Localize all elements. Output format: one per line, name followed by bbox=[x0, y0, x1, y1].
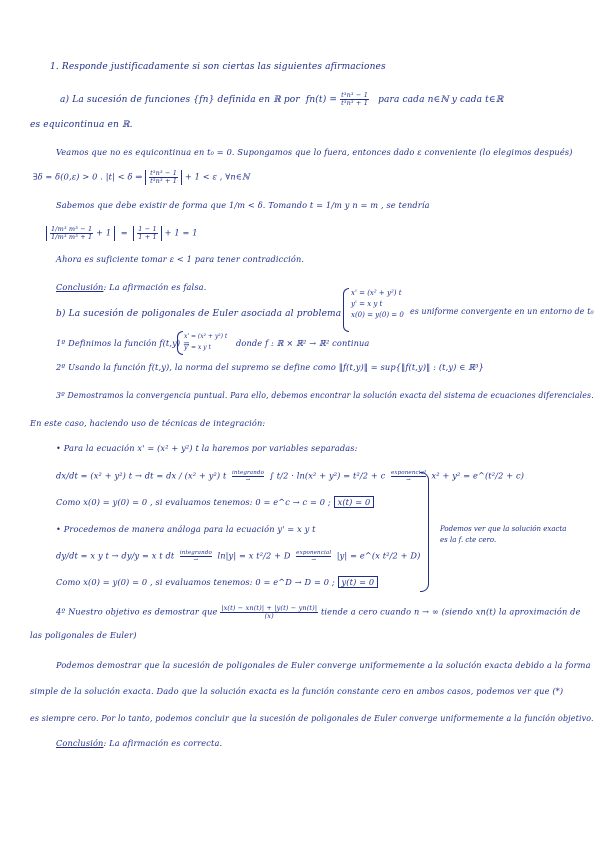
fn-definition: fn(t) = bbox=[305, 95, 338, 105]
equation-1 bbox=[56, 470, 524, 483]
ivp-eq-3: x(0) = y(0) = 0 bbox=[351, 311, 404, 319]
step-1-eq-1: x' = (x² + y²) t bbox=[184, 333, 228, 340]
calc-abs-1 bbox=[46, 226, 115, 241]
part-a-conclusion-label: Conclusión bbox=[56, 282, 104, 292]
now-line: Ahora es suficiente tomar ε < 1 para tener contradicción. bbox=[56, 254, 305, 264]
exponencial-arrow-1: exponencial → bbox=[390, 470, 426, 483]
equation-2-mid: ln|y| = x t²/2 + D bbox=[217, 550, 291, 561]
side-note-line-1: Podemos ver que la solución exacta bbox=[440, 525, 567, 533]
step-3: 3º Demostramos la convergencia puntual. Para ello, debemos encontrar la solución exacta del sistema de ecuaciones diferenciales. bbox=[56, 390, 594, 400]
exponencial-arrow-2: exponencial → bbox=[296, 550, 332, 563]
solution-brace bbox=[420, 472, 429, 592]
step-4-post: tiende a cero cuando n → ∞ (siendo xn(t) la aproximación de bbox=[320, 606, 581, 617]
paragraph-line-3: es siempre cero. Por lo tanto, podemos concluir que la sucesión de poligonales de Euler converge uniformemente a la función objetivo. bbox=[30, 713, 594, 723]
calc-denominator-1: 1/m³ m³ + 1 bbox=[51, 233, 93, 241]
part-a-intro-pre: a) La sucesión de funciones {fn} definida en ℝ por bbox=[60, 95, 300, 105]
result-box-x: x(t) = 0 bbox=[334, 496, 375, 508]
fn-numerator: t³n³ − 1 bbox=[341, 91, 369, 99]
calc-numerator-2: 1 − 1 bbox=[138, 225, 157, 233]
condition-denominator: t³n³ + 1 bbox=[150, 177, 178, 185]
condition-numerator: t³n³ − 1 bbox=[150, 169, 178, 177]
calc-abs-2 bbox=[133, 226, 162, 241]
condition-fraction bbox=[149, 170, 178, 185]
part-b-intro-pre: b) La sucesión de poligonales de Euler asociada al problema bbox=[56, 309, 342, 319]
condition-line bbox=[33, 170, 250, 185]
side-note-line-2: es la f. cte cero. bbox=[440, 536, 497, 544]
equation-2-end: |y| = e^(x t²/2 + D) bbox=[336, 550, 421, 561]
eval-1-text: Como x(0) = y(0) = 0 , si evaluamos tenemos: 0 = e^c → c = 0 ; bbox=[56, 497, 331, 507]
eval-2 bbox=[56, 577, 378, 587]
step-4-cont: las poligonales de Euler) bbox=[30, 630, 137, 640]
integrando-arrow-1: integrando → bbox=[231, 470, 265, 483]
equation-1-start: dx/dt = (x² + y²) t → dt = dx / (x² + y²) t bbox=[56, 470, 227, 481]
step-4-numerator: |x(t) − xn(t)| + |y(t) − yn(t)| bbox=[221, 604, 318, 612]
fn-denominator: t³n³ + 1 bbox=[341, 99, 369, 107]
calc-mid: + 1 bbox=[96, 227, 112, 238]
step-2: 2º Usando la función f(t,y), la norma del supremo se define como ‖f(t,y)‖ = sup{‖f(t,y)‖ : (t,y) ∈ ℝ³} bbox=[56, 362, 484, 372]
calc-line bbox=[46, 226, 198, 241]
step-4 bbox=[56, 605, 581, 620]
eval-1 bbox=[56, 497, 374, 507]
equation-1-mid: ∫ t/2 · ln(x² + y²) = t²/2 + c bbox=[269, 470, 386, 481]
calc-equals: = bbox=[120, 227, 128, 238]
ivp-eq-1: x' = (x² + y²) t bbox=[351, 289, 402, 297]
case-line: En este caso, haciendo uso de técnicas de integración: bbox=[30, 418, 266, 428]
paragraph-line-2: simple de la solución exacta. Dado que la solución exacta es la función constante cero en ambos casos, podemos ver que (*) bbox=[30, 686, 564, 696]
calc-numerator-1: 1/m³ m³ − 1 bbox=[51, 225, 93, 233]
paragraph-line-1: Podemos demostrar que la sucesión de poligonales de Euler converge uniformemente a la solución exacta debido a la forma bbox=[56, 660, 591, 670]
know-line: Sabemos que debe existir de forma que 1/m < δ. Tomando t = 1/m y n = m , se tendría bbox=[56, 200, 430, 210]
exercise-title: 1. Responde justificadamente si son ciertas las siguientes afirmaciones bbox=[50, 62, 386, 72]
fn-fraction bbox=[340, 92, 369, 107]
bullet-2: • Procedemos de manera análoga para la ecuación y' = x y t bbox=[56, 524, 316, 534]
equation-1-end: x² + y² = e^(t²/2 + c) bbox=[431, 470, 525, 481]
equation-2 bbox=[56, 550, 420, 563]
integrando-arrow-2: integrando → bbox=[179, 550, 212, 563]
part-b-conclusion-label: Conclusión bbox=[56, 738, 104, 748]
step-4-denominator: (x) bbox=[264, 612, 274, 620]
step-1-brace bbox=[177, 331, 183, 355]
step-4-pre: 4º Nuestro objetivo es demostrar que bbox=[56, 606, 218, 617]
part-b-conclusion bbox=[56, 738, 222, 748]
condition-abs bbox=[145, 170, 182, 185]
part-b-conclusion-text: : La afirmación es correcta. bbox=[103, 738, 223, 748]
step-1-post: donde f : ℝ × ℝ² → ℝ² continua bbox=[236, 338, 370, 348]
part-a-conclusion bbox=[56, 282, 206, 292]
calc-denominator-2: 1 + 1 bbox=[138, 233, 157, 241]
condition-post: + 1 < ε , ∀n∈ℕ bbox=[184, 171, 250, 182]
condition-pre: ∃δ = δ(0,ε) > 0 . |t| < δ ⇒ bbox=[33, 171, 143, 182]
result-box-y: y(t) = 0 bbox=[338, 576, 379, 588]
side-note bbox=[440, 524, 566, 546]
ivp-system bbox=[351, 288, 404, 321]
eval-2-text: Como x(0) = y(0) = 0 , si evaluamos tenemos: 0 = e^D → D = 0 ; bbox=[56, 577, 335, 587]
equation-2-start: dy/dt = x y t → dy/y = x t dt bbox=[56, 550, 175, 561]
calc-end: + 1 = 1 bbox=[164, 227, 198, 238]
step-1-system bbox=[184, 331, 227, 353]
calc-fraction-2 bbox=[137, 226, 158, 241]
bullet-1: • Para la ecuación x' = (x² + y²) t la haremos por variables separadas: bbox=[56, 443, 358, 453]
part-a-intro-post: para cada n∈ℕ y cada t∈ℝ bbox=[378, 95, 504, 105]
step-1-eq-2: y' = x y t bbox=[184, 344, 211, 351]
system-brace bbox=[343, 288, 349, 332]
step-4-fraction bbox=[220, 605, 318, 620]
step-1-pre: 1º Definimos la función f(t,y) = bbox=[56, 338, 190, 348]
calc-fraction-1 bbox=[50, 226, 93, 241]
part-a-intro-cont: es equicontinua en ℝ. bbox=[30, 120, 133, 130]
part-a-intro bbox=[60, 92, 503, 107]
see-line: Veamos que no es equicontinua en t₀ = 0. Supongamos que lo fuera, entonces dado ε conveniente (lo elegimos después) bbox=[56, 147, 573, 157]
part-b-intro-post: es uniforme convergente en un entorno de t₀ bbox=[410, 306, 594, 316]
part-a-conclusion-text: : La afirmación es falsa. bbox=[103, 282, 207, 292]
ivp-eq-2: y' = x y t bbox=[351, 300, 383, 308]
